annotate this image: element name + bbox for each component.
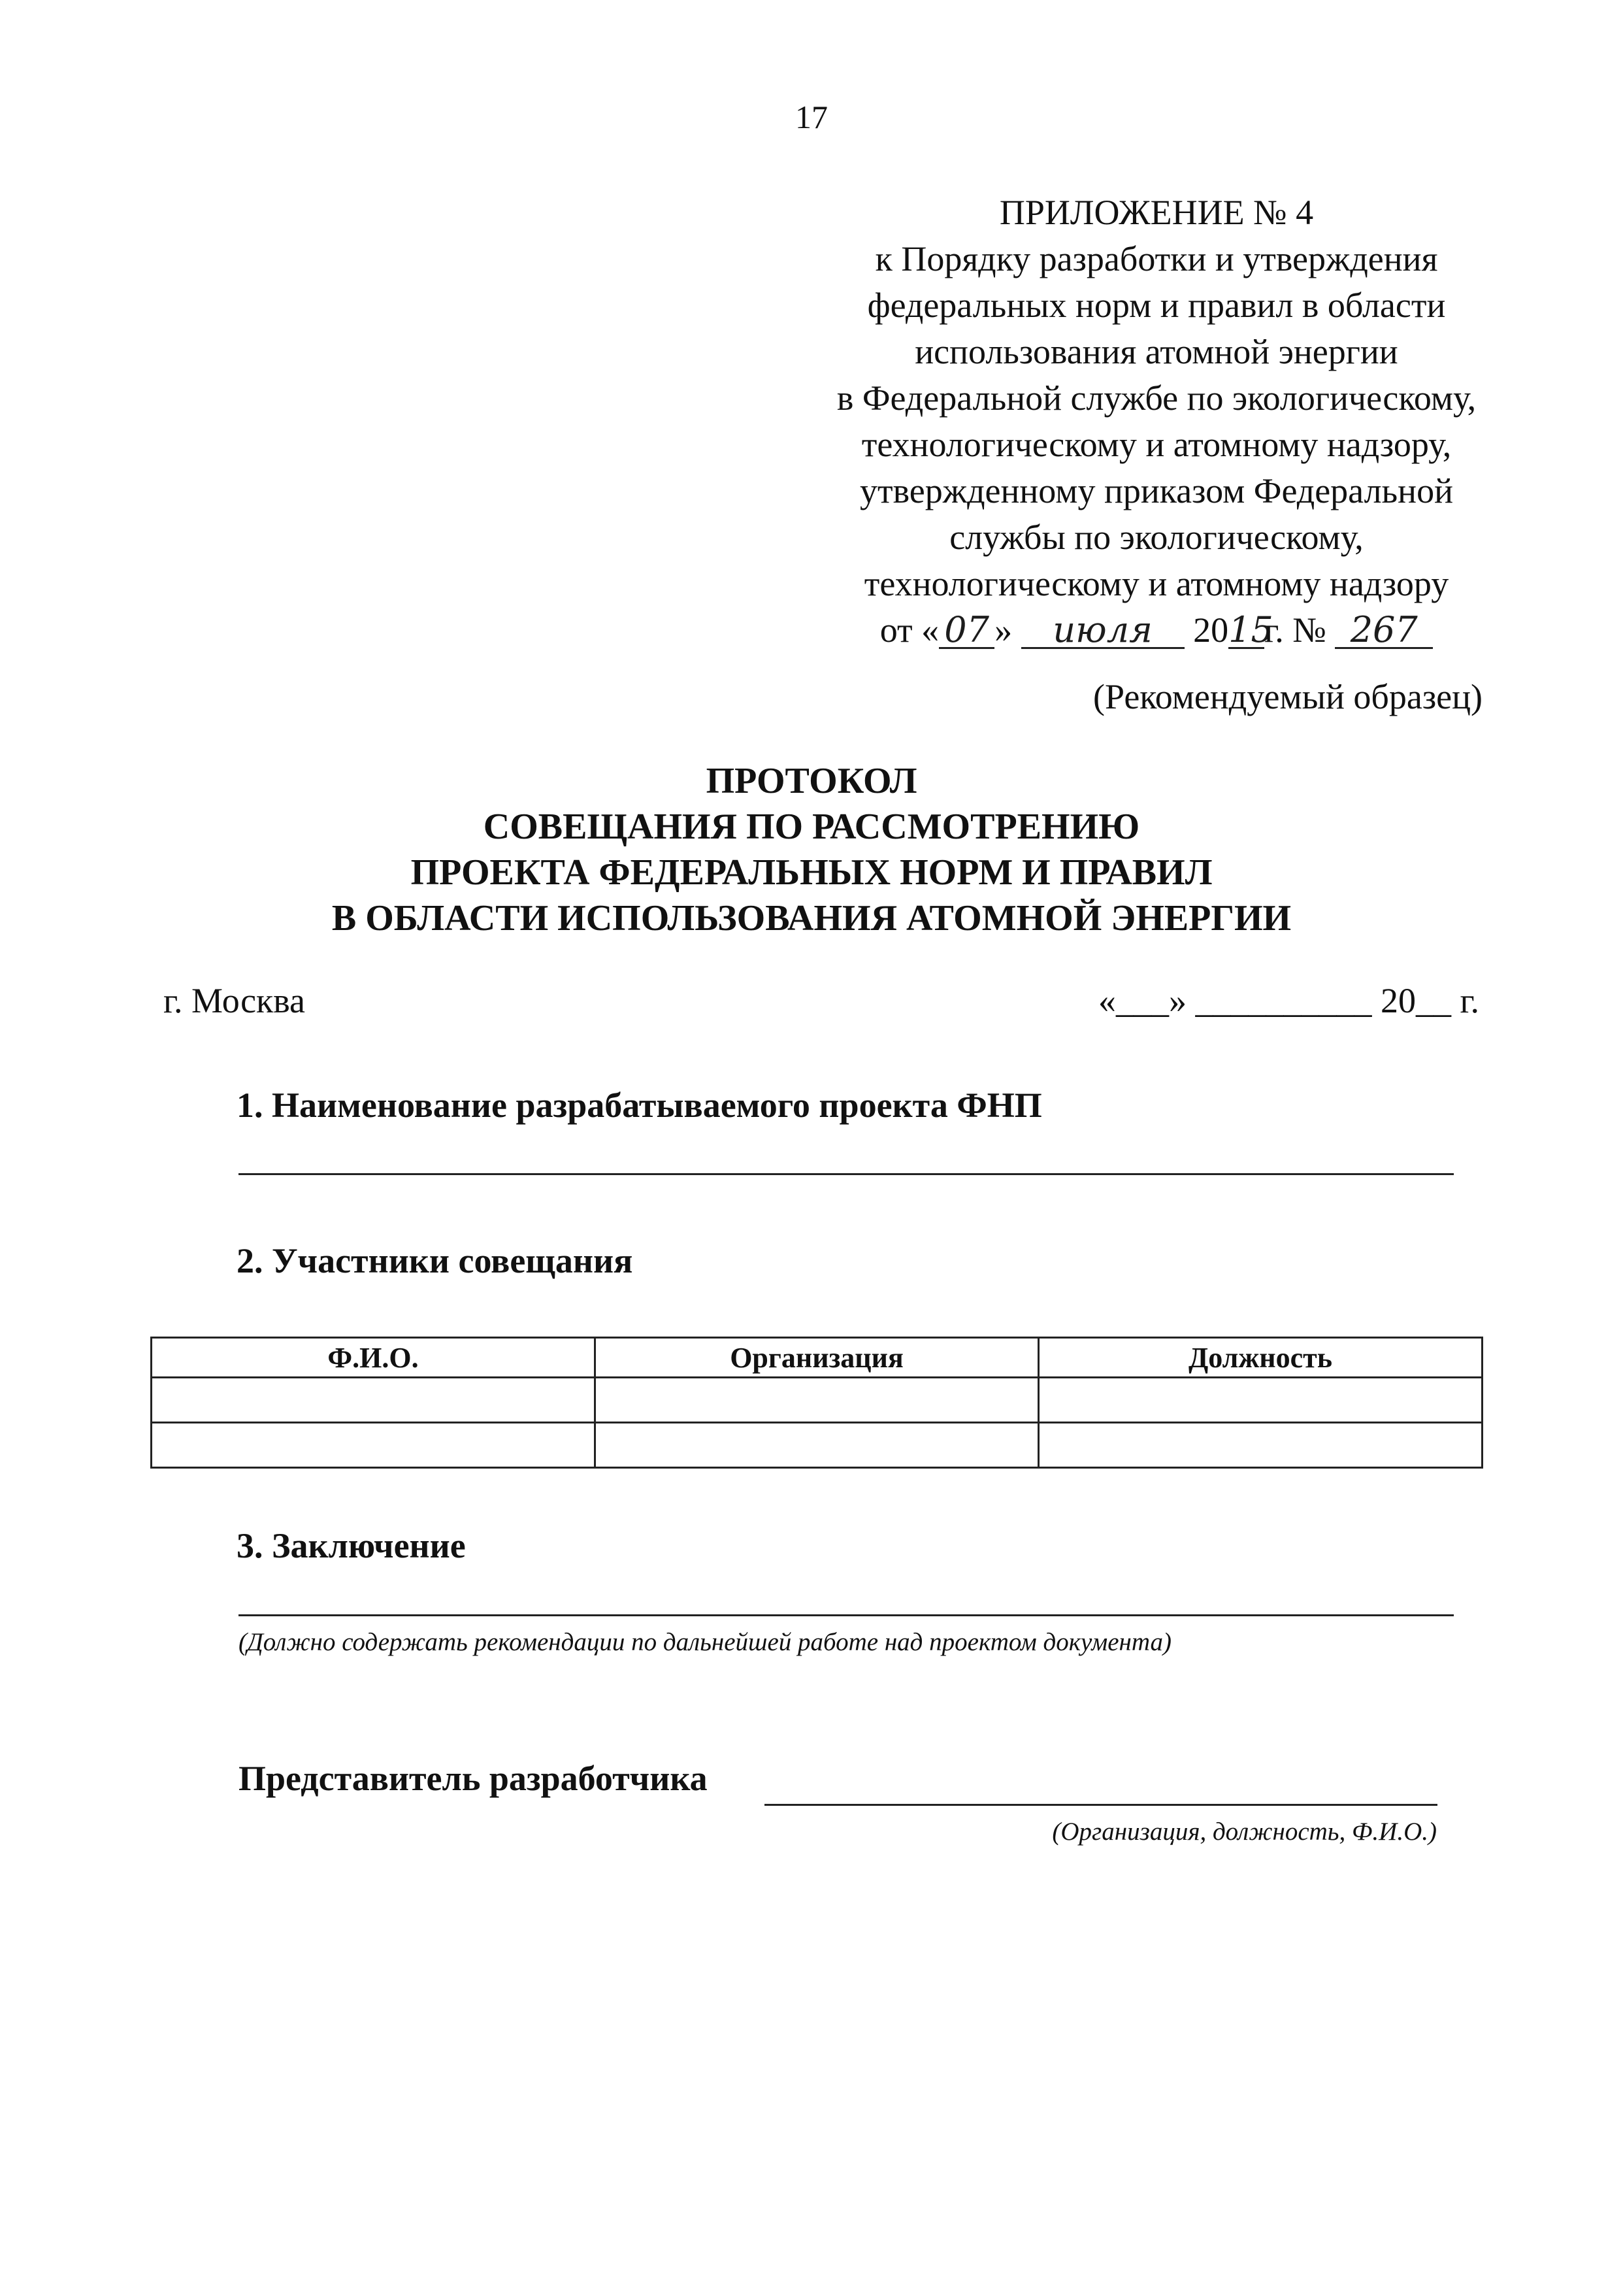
column-header-organization: Организация xyxy=(595,1338,1039,1378)
representative-label: Представитель разработчика xyxy=(238,1759,708,1798)
city: г. Москва xyxy=(163,981,306,1020)
table-header-row xyxy=(152,1338,1483,1378)
table-cell xyxy=(152,1378,595,1423)
appendix-line: технологическому и атомному надзору xyxy=(864,564,1449,603)
order-date-prefix: от « xyxy=(879,610,940,650)
conclusion-note: (Должно содержать рекомендации по дальнейшей работе над проектом документа) xyxy=(238,1628,1172,1656)
section-1-heading: 1. Наименование разрабатываемого проекта ФНП xyxy=(237,1086,1042,1125)
representative-line xyxy=(764,1804,1437,1806)
title-line: В ОБЛАСТИ ИСПОЛЬЗОВАНИЯ АТОМНОЙ ЭНЕРГИИ xyxy=(331,898,1292,939)
section-2-heading: 2. Участники совещания xyxy=(237,1241,633,1280)
order-date-day-handwritten: 07 xyxy=(939,613,994,649)
meeting-date-blank: «___» __________ 20__ г. xyxy=(1098,981,1479,1020)
table-row xyxy=(152,1423,1483,1468)
table-cell xyxy=(595,1423,1039,1468)
title-line: ПРОТОКОЛ xyxy=(706,761,917,801)
title-line: ПРОЕКТА ФЕДЕРАЛЬНЫХ НОРМ И ПРАВИЛ xyxy=(410,852,1213,893)
column-header-position: Должность xyxy=(1039,1338,1483,1378)
order-date-year-prefix: 20 xyxy=(1193,610,1229,650)
order-date-year-handwritten: 15 xyxy=(1228,609,1273,650)
order-number-label: г. № xyxy=(1264,610,1326,650)
title-line: СОВЕЩАНИЯ ПО РАССМОТРЕНИЮ xyxy=(483,807,1140,847)
appendix-line: федеральных норм и правил в области xyxy=(867,286,1446,325)
appendix-line: утвержденному приказом Федеральной xyxy=(860,471,1453,510)
sample-note: (Рекомендуемый образец) xyxy=(1093,677,1483,716)
appendix-line: технологическому и атомному надзору, xyxy=(861,425,1452,464)
table-cell xyxy=(1039,1423,1483,1468)
appendix-line: использования атомной энергии xyxy=(915,332,1398,371)
section-3-heading: 3. Заключение xyxy=(237,1526,466,1565)
order-date-close-quote: » xyxy=(994,610,1013,650)
page-number: 17 xyxy=(795,99,828,135)
table-cell xyxy=(152,1423,595,1468)
table-row xyxy=(152,1378,1483,1423)
appendix-line: в Федеральной службе по экологическому, xyxy=(836,378,1477,418)
table-cell xyxy=(595,1378,1039,1423)
document-title xyxy=(0,758,1623,941)
appendix-line: службы по экологическому, xyxy=(949,518,1364,557)
conclusion-line xyxy=(238,1614,1454,1616)
order-date-line xyxy=(706,607,1607,654)
appendix-line: к Порядку разработки и утверждения xyxy=(875,239,1438,278)
appendix-line: ПРИЛОЖЕНИЕ № 4 xyxy=(999,193,1314,232)
project-name-line xyxy=(238,1173,1454,1175)
representative-note: (Организация, должность, Ф.И.О.) xyxy=(1052,1818,1437,1846)
appendix-header xyxy=(706,190,1607,654)
order-number-handwritten: 267 xyxy=(1335,613,1433,649)
participants-table xyxy=(150,1337,1483,1469)
column-header-name: Ф.И.О. xyxy=(152,1338,595,1378)
order-date-month-handwritten: июля xyxy=(1021,613,1185,649)
table-cell xyxy=(1039,1378,1483,1423)
